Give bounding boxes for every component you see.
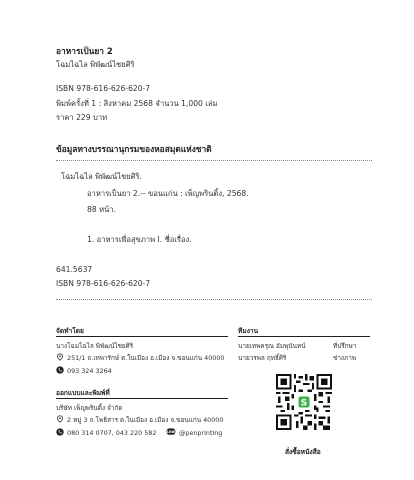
catalog-class-number: 641.5637 bbox=[56, 265, 93, 274]
book-author: โฉมไฉไล พิพัฒน์ไชยศิริ bbox=[56, 60, 135, 69]
printer-rule bbox=[56, 398, 228, 399]
team-member-name: นายวรพล ฤทธิ์ศิริ bbox=[238, 354, 287, 362]
printer-address: 2 หมู่ 3 ถ.โพธิสาร ต.ในเมือง อ.เมือง จ.ขอนแก่น 40000 bbox=[67, 416, 224, 424]
team-member-name: นายเทพครุณ อัมพุนันทน์ bbox=[238, 342, 306, 350]
catalog-author: โฉมไฉไล พิพัฒน์ไชยศิริ. bbox=[61, 172, 142, 181]
publisher-address-row bbox=[56, 353, 224, 363]
printer-phones: 080 314 0707, 043 220 582 bbox=[67, 429, 157, 437]
book-price: ราคา 229 บาท bbox=[56, 113, 108, 122]
svg-text:LINE: LINE bbox=[166, 430, 176, 435]
publisher-heading: จัดทำโดย bbox=[56, 327, 84, 335]
printer-line-row bbox=[166, 428, 222, 438]
team-heading: ทีมงาน bbox=[238, 327, 259, 335]
location-pin-icon bbox=[56, 415, 64, 425]
qr-caption: สั่งซื้อหนังสือ bbox=[285, 448, 321, 456]
printer-address-row bbox=[56, 415, 223, 425]
publisher-phone-row bbox=[56, 366, 112, 376]
catalog-isbn: ISBN 978-616-626-620-7 bbox=[56, 279, 151, 288]
catalog-heading: ข้อมูลทางบรรณานุกรมของหอสมุดแห่งชาติ bbox=[56, 144, 212, 154]
publisher-name: นางโฉมไฉไล พิพัฒน์ไชยศิริ bbox=[56, 342, 134, 350]
phone-icon bbox=[56, 366, 64, 376]
svg-text:S: S bbox=[300, 398, 308, 409]
phone-icon bbox=[56, 428, 64, 438]
book-title: อาหารเป็นยา 2 bbox=[56, 46, 113, 56]
team-rule bbox=[238, 336, 370, 337]
publisher-phone: 093 324 3264 bbox=[67, 367, 112, 375]
catalog-title: อาหารเป็นยา 2.-- ขอนแก่น : เพ็ญพรินติ้ง, 2568. bbox=[87, 189, 249, 198]
publisher-rule bbox=[56, 336, 228, 337]
book-edition: พิมพ์ครั้งที่ 1 : สิงหาคม 2568 จำนวน 1,000 เล่ม bbox=[56, 99, 218, 108]
location-pin-icon bbox=[56, 353, 64, 363]
divider-bottom bbox=[56, 299, 372, 300]
line-chat-icon bbox=[166, 428, 176, 438]
team-member-role: ที่ปรึกษา bbox=[333, 342, 357, 350]
book-isbn: ISBN 978-616-626-620-7 bbox=[56, 84, 151, 93]
printer-line-id: @penprinting bbox=[179, 429, 223, 437]
divider-top bbox=[56, 160, 372, 161]
team-member-role: ช่างภาพ bbox=[333, 354, 357, 362]
printer-name: บริษัท เพ็ญพรินติ้ง จำกัด bbox=[56, 404, 123, 412]
publisher-address: 251/1 ถ.เทพารักษ์ ต.ในเมือง อ.เมือง จ.ขอนแก่น 40000 bbox=[67, 354, 225, 362]
catalog-pages: 88 หน้า. bbox=[87, 205, 116, 214]
catalog-subject: 1. อาหารเพื่อสุขภาพ I. ชื่อเรื่อง. bbox=[87, 235, 192, 244]
printer-phone-row bbox=[56, 428, 156, 438]
order-qr-code[interactable] bbox=[276, 374, 332, 430]
printer-heading: ออกแบบและพิมพ์ที่ bbox=[56, 389, 110, 397]
